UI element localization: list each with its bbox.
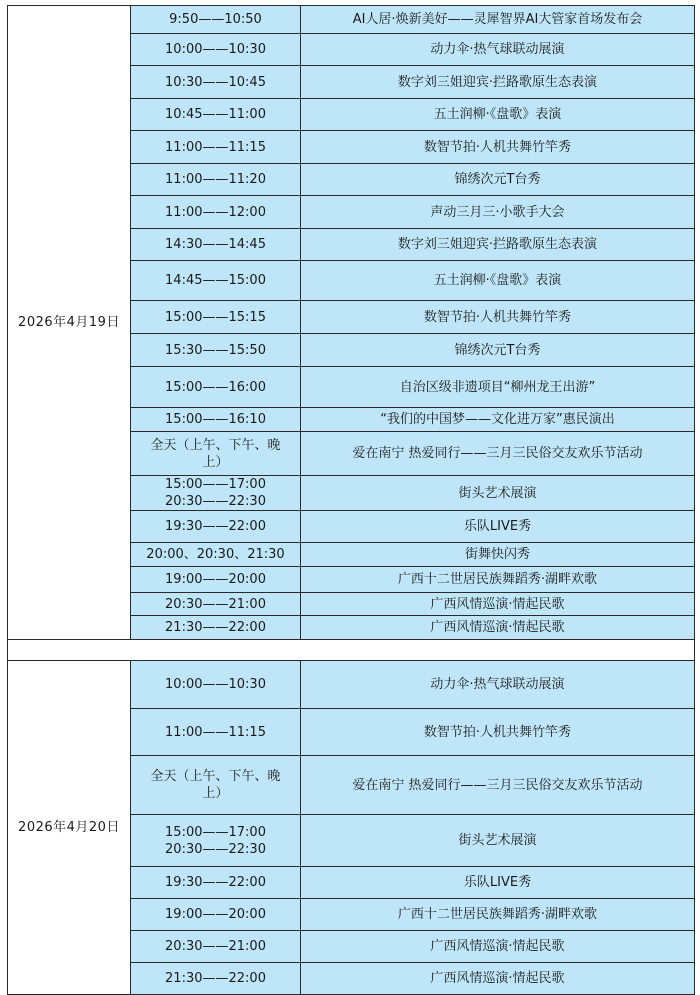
event-cell: 自治区级非遗项目“柳州龙王出游”	[301, 367, 695, 408]
time-text: 10:30——10:45	[165, 74, 266, 90]
event-cell: 街头艺术展演	[301, 815, 695, 867]
event-cell: 广西风情巡演·情起民歌	[301, 593, 695, 616]
event-cell: AI人居·焕新美好——灵犀智界AI大管家首场发布会	[301, 6, 695, 34]
time-text: 11:00——11:20	[165, 172, 266, 187]
event-cell: 声动三月三·小歌手大会	[301, 196, 695, 229]
date-cell: 2026年4月19日	[8, 6, 131, 640]
time-text: 19:00——20:00	[165, 907, 266, 922]
time-cell	[131, 661, 301, 709]
time-text: 10:00——10:30	[165, 42, 266, 57]
time-text: 20:30——22:30	[165, 841, 266, 857]
time-text: 上）	[202, 786, 229, 801]
event-cell: 街舞快闪秀	[301, 543, 695, 567]
time-cell	[131, 709, 301, 756]
day-separator	[8, 640, 695, 661]
time-text: 14:45——15:00	[165, 273, 266, 288]
time-text: 上）	[202, 454, 229, 470]
event-cell: 数智节拍·人机共舞竹竿秀	[301, 131, 695, 164]
time-cell	[131, 334, 301, 367]
time-text: 19:00——20:00	[165, 572, 266, 587]
schedule-table	[7, 5, 695, 995]
time-text: 11:00——11:15	[165, 724, 266, 740]
time-cell	[131, 815, 301, 867]
date-cell: 2026年4月20日	[8, 661, 131, 995]
time-text: 9:50——10:50	[169, 12, 262, 27]
schedule-body	[8, 6, 695, 995]
time-cell	[131, 593, 301, 616]
event-cell: 数智节拍·人机共舞竹竿秀	[301, 301, 695, 334]
time-cell	[131, 963, 301, 995]
event-cell: 数智节拍·人机共舞竹竿秀	[301, 709, 695, 756]
time-cell	[131, 99, 301, 131]
time-text: 15:30——15:50	[165, 342, 266, 358]
time-cell	[131, 367, 301, 408]
event-cell: 锦绣次元T台秀	[301, 164, 695, 196]
event-cell: 数字刘三姐迎宾·拦路歌原生态表演	[301, 66, 695, 99]
time-text: 15:00——15:15	[165, 309, 266, 325]
time-cell	[131, 66, 301, 99]
time-text: 全天（上午、下午、晚	[150, 769, 281, 784]
schedule-row	[8, 661, 695, 709]
time-text: 11:00——11:15	[165, 139, 266, 155]
time-cell	[131, 301, 301, 334]
time-text: 全天（上午、下午、晚	[150, 437, 281, 453]
event-cell: 街头艺术展演	[301, 476, 695, 511]
event-cell: 广西十二世居民族舞蹈秀·湖畔欢歌	[301, 567, 695, 593]
time-text: 21:30——22:00	[165, 620, 266, 635]
event-cell: 爱在南宁 热爱同行——三月三民俗交友欢乐节活动	[301, 756, 695, 815]
event-cell: 广西风情巡演·情起民歌	[301, 963, 695, 995]
time-cell	[131, 261, 301, 301]
event-cell: 五土润柳·《盘歌》表演	[301, 261, 695, 301]
time-text: 14:30——14:45	[165, 237, 266, 252]
time-text: 21:30——22:00	[165, 971, 266, 986]
separator-cell	[8, 640, 695, 661]
event-cell: 数字刘三姐迎宾·拦路歌原生态表演	[301, 229, 695, 261]
event-cell: 广西风情巡演·情起民歌	[301, 931, 695, 963]
time-cell	[131, 34, 301, 66]
event-cell: 乐队LIVE秀	[301, 867, 695, 899]
schedule-row	[8, 6, 695, 34]
time-cell	[131, 567, 301, 593]
event-cell: 五土润柳·《盘歌》表演	[301, 99, 695, 131]
time-cell	[131, 616, 301, 640]
time-cell	[131, 543, 301, 567]
time-cell	[131, 131, 301, 164]
event-cell: 乐队LIVE秀	[301, 511, 695, 543]
time-text: 20:30——22:30	[165, 494, 266, 509]
time-cell	[131, 196, 301, 229]
time-text: 10:00——10:30	[165, 677, 266, 692]
event-cell: 动力伞·热气球联动展演	[301, 661, 695, 709]
time-cell	[131, 408, 301, 432]
time-text: 15:00——16:10	[165, 412, 266, 427]
time-cell	[131, 899, 301, 931]
time-text: 19:30——22:00	[165, 875, 266, 890]
time-cell	[131, 164, 301, 196]
time-cell	[131, 867, 301, 899]
event-cell: 广西十二世居民族舞蹈秀·湖畔欢歌	[301, 899, 695, 931]
time-cell	[131, 6, 301, 34]
time-cell	[131, 756, 301, 815]
event-cell: 爱在南宁 热爱同行——三月三民俗交友欢乐节活动	[301, 432, 695, 476]
time-text: 11:00——12:00	[165, 204, 266, 220]
event-cell: “我们的中国梦——文化进万家”惠民演出	[301, 408, 695, 432]
time-text: 20:30——21:00	[165, 596, 266, 612]
time-text: 10:45——11:00	[165, 107, 266, 122]
time-cell	[131, 931, 301, 963]
time-text: 19:30——22:00	[165, 519, 266, 534]
time-text: 20:30——21:00	[165, 939, 266, 954]
event-cell: 锦绣次元T台秀	[301, 334, 695, 367]
time-text: 20:00、20:30、21:30	[146, 547, 285, 562]
time-text: 15:00——17:00	[165, 824, 266, 840]
time-cell	[131, 476, 301, 511]
time-cell	[131, 229, 301, 261]
event-cell: 广西风情巡演·情起民歌	[301, 616, 695, 640]
time-cell	[131, 432, 301, 476]
time-cell	[131, 511, 301, 543]
time-text: 15:00——16:00	[165, 379, 266, 395]
event-cell: 动力伞·热气球联动展演	[301, 34, 695, 66]
time-text: 15:00——17:00	[165, 477, 266, 492]
